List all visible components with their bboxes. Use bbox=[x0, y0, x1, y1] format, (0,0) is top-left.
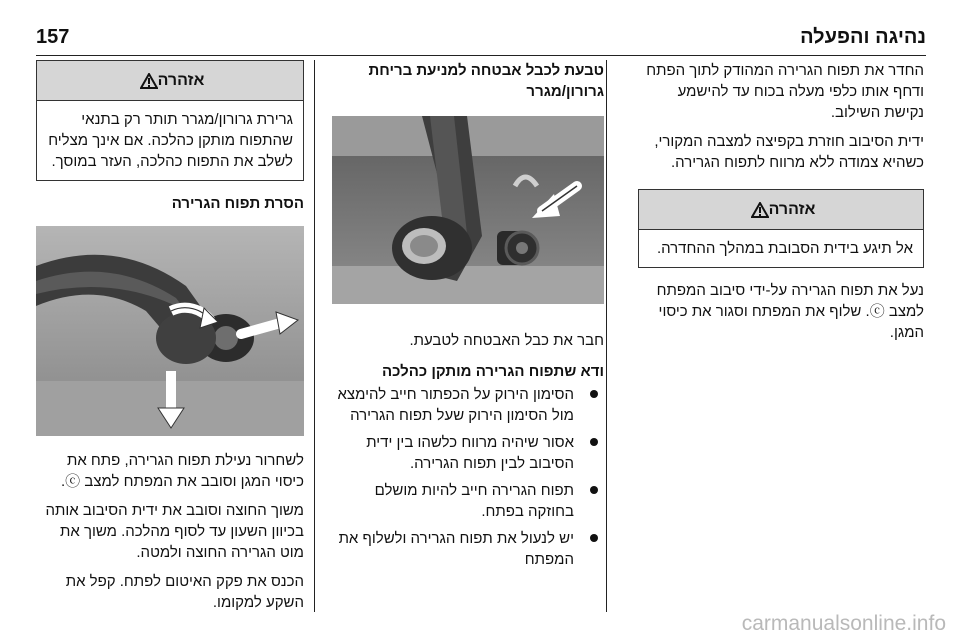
safety-ring-heading: טבעת לכבל אבטחה למניעת בריחת גרורון/מגרר bbox=[368, 62, 604, 100]
warning-box-towing bbox=[36, 60, 304, 181]
warning-header bbox=[37, 61, 303, 101]
pull-out-instructions: משוך החוצה וסובב את ידית הסיבוב אותה בכיוון השעון עד לסוף מהלכה. משוך את מוט הגרירה החוצה ולמטה. bbox=[45, 502, 304, 561]
warning-text: אל תיגע בידית הסבובת במהלך ההחדרה. bbox=[656, 240, 913, 257]
list-item: יש לנעול את תפוח הגרירה ולשלוף את המפתח bbox=[332, 528, 604, 570]
site-watermark: carmanualsonline.info bbox=[741, 612, 946, 635]
bullet-icon bbox=[590, 486, 598, 494]
column-right bbox=[638, 60, 924, 343]
chapter-title: נהיגה והפעלה bbox=[800, 26, 926, 48]
removal-photo bbox=[36, 226, 304, 436]
tow-ball-removal-illustration bbox=[36, 226, 304, 436]
list-item: אסור שיהיה מרווח כלשהו בין ידית הסיבוב לבין תפוח הגרירה. bbox=[332, 432, 604, 474]
column-middle bbox=[332, 60, 604, 576]
page-header bbox=[36, 24, 926, 56]
warning-text: גרירת גרורון/מגרר תותר רק בתנאי שהתפוח מותקן כהלכה. אם אינך מצליח לשלב את התפוח כהלכה, העזר במוסך. bbox=[48, 111, 293, 170]
warning-triangle-icon bbox=[140, 73, 158, 89]
unlock-instructions: לשחרור נעילת תפוח הגרירה, פתח את כיסוי המגן וסובב את המפתח למצב ⓒ. bbox=[61, 452, 304, 490]
tow-hitch-ring-illustration bbox=[332, 116, 604, 304]
safety-ring-photo bbox=[332, 116, 604, 304]
verify-heading: ודא שתפוח הגרירה מותקן כהלכה bbox=[382, 363, 604, 380]
column-divider-right bbox=[606, 60, 607, 612]
warning-title: אזהרה bbox=[768, 200, 816, 218]
plug-instructions: הכנס את פקק האיטום לפתח. קפל את השקע למקומו. bbox=[65, 573, 304, 611]
handle-return-text: ידית הסיבוב חוזרת בקפיצה למצבה המקורי, כשהיא צמודה ללא מרווח לתפוח הגרירה. bbox=[654, 133, 924, 171]
list-item: תפוח הגרירה חייב להיות מושלם בחוזקה בפתח. bbox=[332, 480, 604, 522]
verify-list bbox=[332, 384, 604, 570]
page-number: 157 bbox=[36, 26, 70, 48]
bullet-icon bbox=[590, 438, 598, 446]
warning-title: אזהרה bbox=[157, 71, 205, 89]
insert-instructions: החדר את תפוח הגרירה המהודק לתוך הפתח ודחף אותו כלפי מעלה בכוח עד להישמע נקישת השילוב. bbox=[646, 62, 924, 121]
bullet-icon bbox=[590, 390, 598, 398]
removal-heading: הסרת תפוח הגרירה bbox=[171, 195, 304, 212]
warning-header bbox=[639, 190, 923, 230]
warning-triangle-icon bbox=[751, 202, 769, 218]
warning-box-insert bbox=[638, 189, 924, 268]
safety-ring-caption: חבר את כבל האבטחה לטבעת. bbox=[409, 332, 604, 349]
list-item: הסימון הירוק על הכפתור חייב להימצא מול הסימון הירוק שעל תפוח הגרירה bbox=[332, 384, 604, 426]
lock-instructions: נעל את תפוח הגרירה על-ידי סיבוב המפתח למצב ⓒ. שלוף את המפתח וסגור את כיסוי המגן. bbox=[656, 282, 924, 341]
bullet-icon bbox=[590, 534, 598, 542]
column-left bbox=[36, 60, 304, 613]
column-divider-left bbox=[314, 60, 315, 612]
